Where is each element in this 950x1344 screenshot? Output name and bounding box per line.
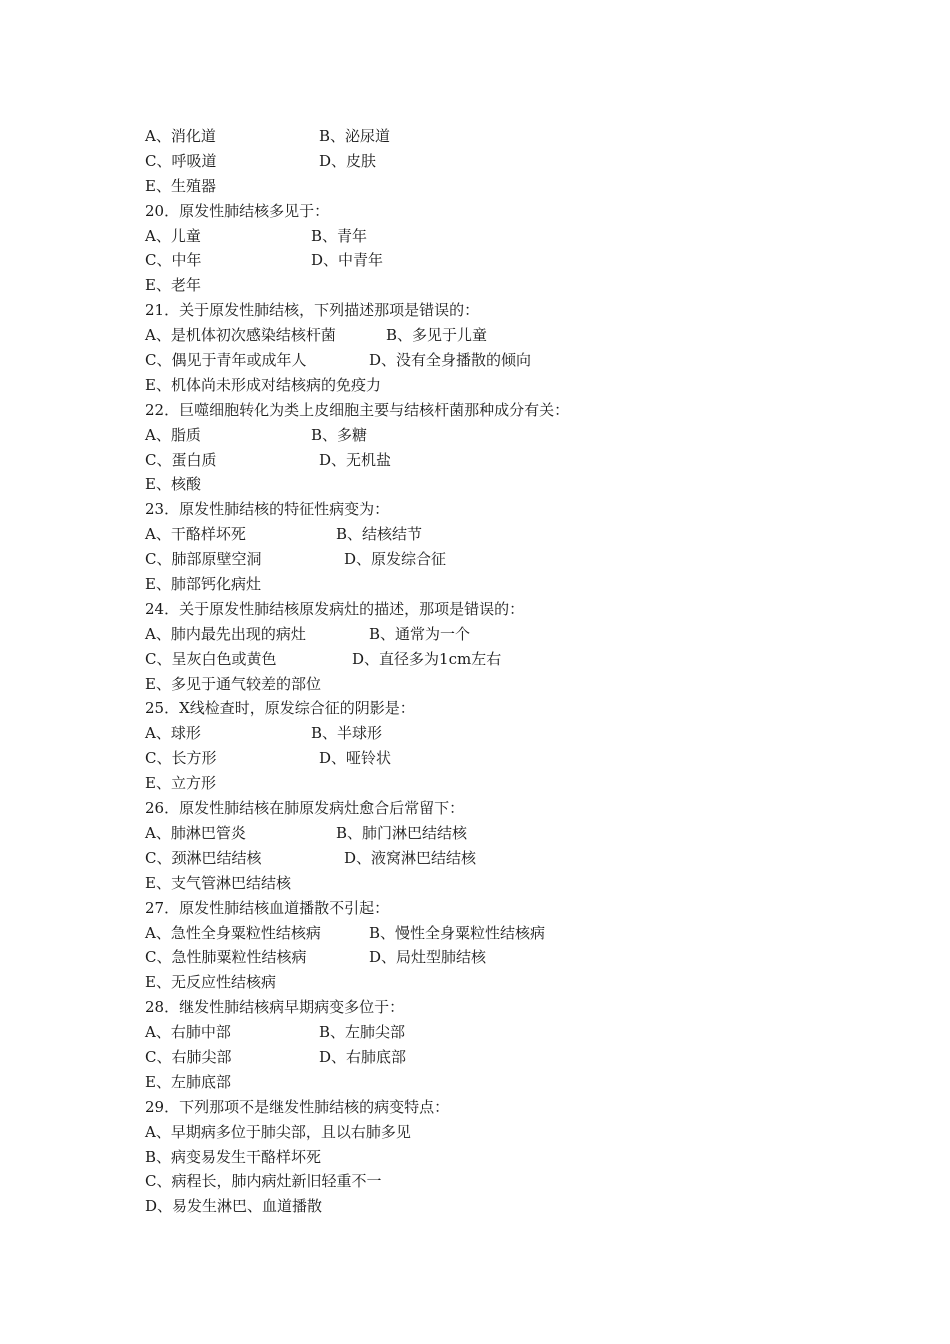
question-24: 24．关于原发性肺结核原发病灶的描述，那项是错误的： xyxy=(145,599,525,618)
option-line xyxy=(145,1045,845,1070)
question-line xyxy=(145,995,845,1020)
option-a: A、是机体初次感染结核杆菌 xyxy=(145,326,336,345)
option-line xyxy=(145,721,845,746)
option-line xyxy=(145,423,845,448)
question-21: 21．关于原发性肺结核，下列描述那项是错误的： xyxy=(145,301,480,320)
option-b: B、肺门淋巴结结核 xyxy=(336,823,468,842)
option-line xyxy=(145,348,845,373)
question-line xyxy=(145,1095,845,1120)
option-d: D、直径多为1cm左右 xyxy=(352,649,502,668)
option-e: E、多见于通气较差的部位 xyxy=(145,674,321,693)
option-b: B、结核结节 xyxy=(336,525,423,544)
option-line xyxy=(145,1120,845,1145)
option-line xyxy=(145,124,845,149)
option-line xyxy=(145,1070,845,1095)
question-28: 28．继发性肺结核病早期病变多位于： xyxy=(145,998,405,1017)
option-c: C、呈灰白色或黄色 xyxy=(145,649,277,668)
option-a: A、右肺中部 xyxy=(145,1023,231,1042)
option-d: D、没有全身播散的倾向 xyxy=(369,351,532,370)
option-line xyxy=(145,248,845,273)
option-d: D、中青年 xyxy=(311,251,384,270)
option-line xyxy=(145,174,845,199)
option-line xyxy=(145,970,845,995)
question-list xyxy=(145,124,845,1219)
question-26: 26．原发性肺结核在肺原发病灶愈合后常留下： xyxy=(145,799,465,818)
option-b: B、通常为一个 xyxy=(369,624,471,643)
question-29: 29．下列那项不是继发性肺结核的病变特点： xyxy=(145,1097,450,1116)
option-d: D、无机盐 xyxy=(319,450,392,469)
option-line xyxy=(145,1020,845,1045)
option-d: D、局灶型肺结核 xyxy=(369,948,487,967)
option-b: B、病变易发生干酪样坏死 xyxy=(145,1147,322,1166)
option-d: D、哑铃状 xyxy=(319,749,392,768)
option-e: E、肺部钙化病灶 xyxy=(145,575,261,594)
option-b: B、多见于儿童 xyxy=(386,326,488,345)
question-20: 20．原发性肺结核多见于： xyxy=(145,201,330,220)
option-line xyxy=(145,647,845,672)
option-b: B、多糖 xyxy=(311,425,368,444)
option-line xyxy=(145,945,845,970)
option-line xyxy=(145,846,845,871)
question-line xyxy=(145,497,845,522)
option-e: E、生殖器 xyxy=(145,176,216,195)
option-b: B、左肺尖部 xyxy=(319,1023,406,1042)
option-b: B、青年 xyxy=(311,226,368,245)
question-line xyxy=(145,696,845,721)
option-a: A、干酪样坏死 xyxy=(145,525,246,544)
option-a: A、急性全身粟粒性结核病 xyxy=(145,923,321,942)
option-line xyxy=(145,672,845,697)
option-c: C、呼吸道 xyxy=(145,151,217,170)
option-c: C、肺部原壁空洞 xyxy=(145,550,262,569)
option-line xyxy=(145,472,845,497)
option-c: C、中年 xyxy=(145,251,202,270)
question-23: 23．原发性肺结核的特征性病变为： xyxy=(145,500,390,519)
option-line xyxy=(145,572,845,597)
option-line xyxy=(145,1194,845,1219)
option-a: A、肺内最先出现的病灶 xyxy=(145,624,306,643)
option-d: D、原发综合征 xyxy=(344,550,447,569)
option-line xyxy=(145,746,845,771)
question-27: 27．原发性肺结核血道播散不引起： xyxy=(145,898,390,917)
option-c: C、蛋白质 xyxy=(145,450,217,469)
option-line xyxy=(145,1145,845,1170)
option-a: A、肺淋巴管炎 xyxy=(145,823,246,842)
option-line xyxy=(145,547,845,572)
option-line xyxy=(145,323,845,348)
option-line xyxy=(145,149,845,174)
option-d: D、右肺底部 xyxy=(319,1047,407,1066)
question-line xyxy=(145,597,845,622)
option-a: A、儿童 xyxy=(145,226,201,245)
option-b: B、慢性全身粟粒性结核病 xyxy=(369,923,546,942)
option-c: C、偶见于青年或成年人 xyxy=(145,351,307,370)
option-d: D、皮肤 xyxy=(319,151,377,170)
option-line xyxy=(145,373,845,398)
option-e: E、无反应性结核病 xyxy=(145,973,276,992)
option-e: E、机体尚未形成对结核病的免疫力 xyxy=(145,375,381,394)
option-line xyxy=(145,522,845,547)
option-line xyxy=(145,871,845,896)
option-e: E、核酸 xyxy=(145,475,201,494)
question-line xyxy=(145,298,845,323)
option-line xyxy=(145,622,845,647)
question-line xyxy=(145,199,845,224)
option-d: D、液窝淋巴结结核 xyxy=(344,848,477,867)
option-a: A、早期病多位于肺尖部，且以右肺多见 xyxy=(145,1122,411,1141)
option-c: C、颈淋巴结结核 xyxy=(145,848,262,867)
option-line xyxy=(145,224,845,249)
option-e: E、左肺底部 xyxy=(145,1072,231,1091)
option-line xyxy=(145,448,845,473)
option-e: E、立方形 xyxy=(145,774,216,793)
option-line xyxy=(145,921,845,946)
option-a: A、球形 xyxy=(145,724,201,743)
option-c: C、急性肺粟粒性结核病 xyxy=(145,948,307,967)
option-c: C、病程长，肺内病灶新旧轻重不一 xyxy=(145,1172,382,1191)
option-line xyxy=(145,821,845,846)
option-e: E、老年 xyxy=(145,276,201,295)
question-line xyxy=(145,398,845,423)
option-b: B、泌尿道 xyxy=(319,127,391,145)
option-line xyxy=(145,273,845,298)
option-a: A、脂质 xyxy=(145,425,201,444)
question-line xyxy=(145,896,845,921)
option-line xyxy=(145,771,845,796)
option-a: A、消化道 xyxy=(145,127,216,145)
option-e: E、支气管淋巴结结核 xyxy=(145,873,291,892)
question-22: 22．巨噬细胞转化为类上皮细胞主要与结核杆菌那种成分有关： xyxy=(145,400,570,419)
question-25: 25．X线检查时，原发综合征的阴影是： xyxy=(145,699,415,718)
option-b: B、半球形 xyxy=(311,724,383,743)
option-c: C、长方形 xyxy=(145,749,217,768)
question-line xyxy=(145,796,845,821)
option-line xyxy=(145,1169,845,1194)
option-d: D、易发生淋巴、血道播散 xyxy=(145,1197,323,1216)
option-c: C、右肺尖部 xyxy=(145,1047,232,1066)
